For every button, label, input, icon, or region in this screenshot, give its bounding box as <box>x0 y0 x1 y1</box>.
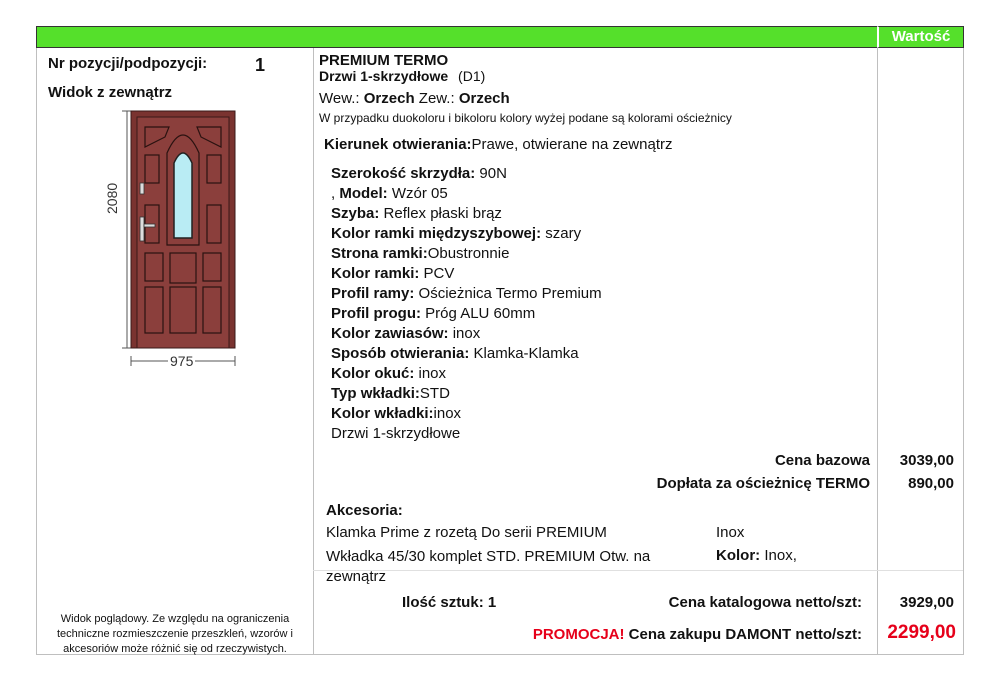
door-glass <box>174 153 192 238</box>
table-border-right <box>963 48 964 654</box>
width-dimension-label: 975 <box>170 353 194 369</box>
accessory-detail: Inox <box>716 524 745 541</box>
attribute-row: , Model: Wzór 05 <box>331 185 448 202</box>
accessory-name <box>326 547 650 587</box>
attribute-row: Profil ramy: Ościeżnica Termo Premium <box>331 285 602 302</box>
base-price-label: Cena bazowa <box>774 452 870 469</box>
position-label: Nr pozycji/podpozycji: <box>48 55 208 72</box>
table-divider-right <box>877 48 878 654</box>
product-type-code: (D1) <box>458 68 486 84</box>
door-drawing <box>100 105 250 380</box>
attribute-row: Kolor okuć: inox <box>331 365 447 382</box>
purchase-price-label <box>440 626 862 643</box>
attribute-row: Typ wkładki:STD <box>331 385 450 402</box>
purchase-label-b: T netto/szt: <box>782 626 862 643</box>
value-column-header: Wartość <box>877 26 964 48</box>
accessory-name-line: Wkładka 45/30 komplet STD. PREMIUM Otw. na <box>326 548 651 565</box>
door-handle <box>144 224 155 227</box>
disclaimer-line: Widok poglądowy. Ze względu na ograniczenia <box>60 613 290 625</box>
door-handle-plate <box>140 217 144 241</box>
product-type <box>319 68 485 84</box>
zew-label: Zew.: <box>418 90 455 107</box>
purchase-label-a: Cena zakupu DAMON <box>624 626 782 643</box>
table-divider-left <box>313 48 314 654</box>
opening-direction <box>324 136 672 153</box>
attribute-row: Profil progu: Próg ALU 60mm <box>331 305 536 322</box>
accessories-title: Akcesoria: <box>326 502 403 519</box>
direction-value: Prawe, otwierane na zewnątrz <box>471 136 673 153</box>
surcharge-label: Dopłata za ościeżnicę TERMO <box>656 475 870 492</box>
attribute-row: Kolor ramki międzyszybowej: szary <box>331 225 582 242</box>
disclaimer-line: techniczne rozmieszczenie przeszkleń, wzorów i <box>57 628 293 640</box>
product-type-label: Drzwi 1-skrzydłowe <box>319 68 449 84</box>
attribute-row: Szyba: Reflex płaski brąz <box>331 205 502 222</box>
position-number: 1 <box>255 55 266 75</box>
product-colors <box>319 90 510 107</box>
disclaimer-line: akcesoriów może różnić się od rzeczywistych. <box>63 643 287 655</box>
surcharge-value: 890,00 <box>908 475 954 492</box>
table-border-left <box>36 48 37 654</box>
base-price-value: 3039,00 <box>899 452 954 469</box>
wew-value: Orzech <box>363 90 415 107</box>
promo-label: PROMOCJA! <box>532 626 625 643</box>
catalog-price-label: Cena katalogowa netto/szt: <box>668 594 862 611</box>
zew-value: Orzech <box>458 90 510 107</box>
attribute-row: Sposób otwierania: Klamka-Klamka <box>331 345 579 362</box>
purchase-price-value: 2299,00 <box>887 622 956 643</box>
accessory-detail <box>716 547 797 564</box>
accessory-detail-value: Inox, <box>760 547 797 564</box>
attribute-row: Szerokość skrzydła: 90N <box>331 165 507 182</box>
accessory-name-line: zewnątrz <box>326 568 387 585</box>
product-series: PREMIUM TERMO <box>319 52 449 69</box>
attribute-row: Kolor zawiasów: inox <box>331 325 481 342</box>
attribute-row: Strona ramki:Obustronnie <box>331 245 510 262</box>
attribute-list <box>331 164 602 444</box>
wew-label: Wew.: <box>319 90 360 107</box>
view-label: Widok z zewnątrz <box>48 84 173 101</box>
color-note: W przypadku duokoloru i bikoloru kolory wyżej podane są kolorami ościeżnicy <box>319 111 732 125</box>
attribute-row: Drzwi 1-skrzydłowe <box>331 425 461 442</box>
door-lock <box>140 183 144 194</box>
attribute-row: Kolor wkładki:inox <box>331 405 462 422</box>
quantity-label: Ilość sztuk: 1 <box>402 594 497 611</box>
catalog-price-value: 3929,00 <box>899 594 954 611</box>
accessory-detail-label: Kolor: <box>716 547 761 564</box>
height-dimension-label: 2080 <box>104 182 120 214</box>
accessory-name: Klamka Prime z rozetą Do serii PREMIUM <box>326 524 607 541</box>
attribute-row: Kolor ramki: PCV <box>331 265 455 282</box>
header-bar <box>36 26 964 48</box>
direction-label: Kierunek otwierania: <box>324 136 472 153</box>
disclaimer <box>40 612 310 657</box>
